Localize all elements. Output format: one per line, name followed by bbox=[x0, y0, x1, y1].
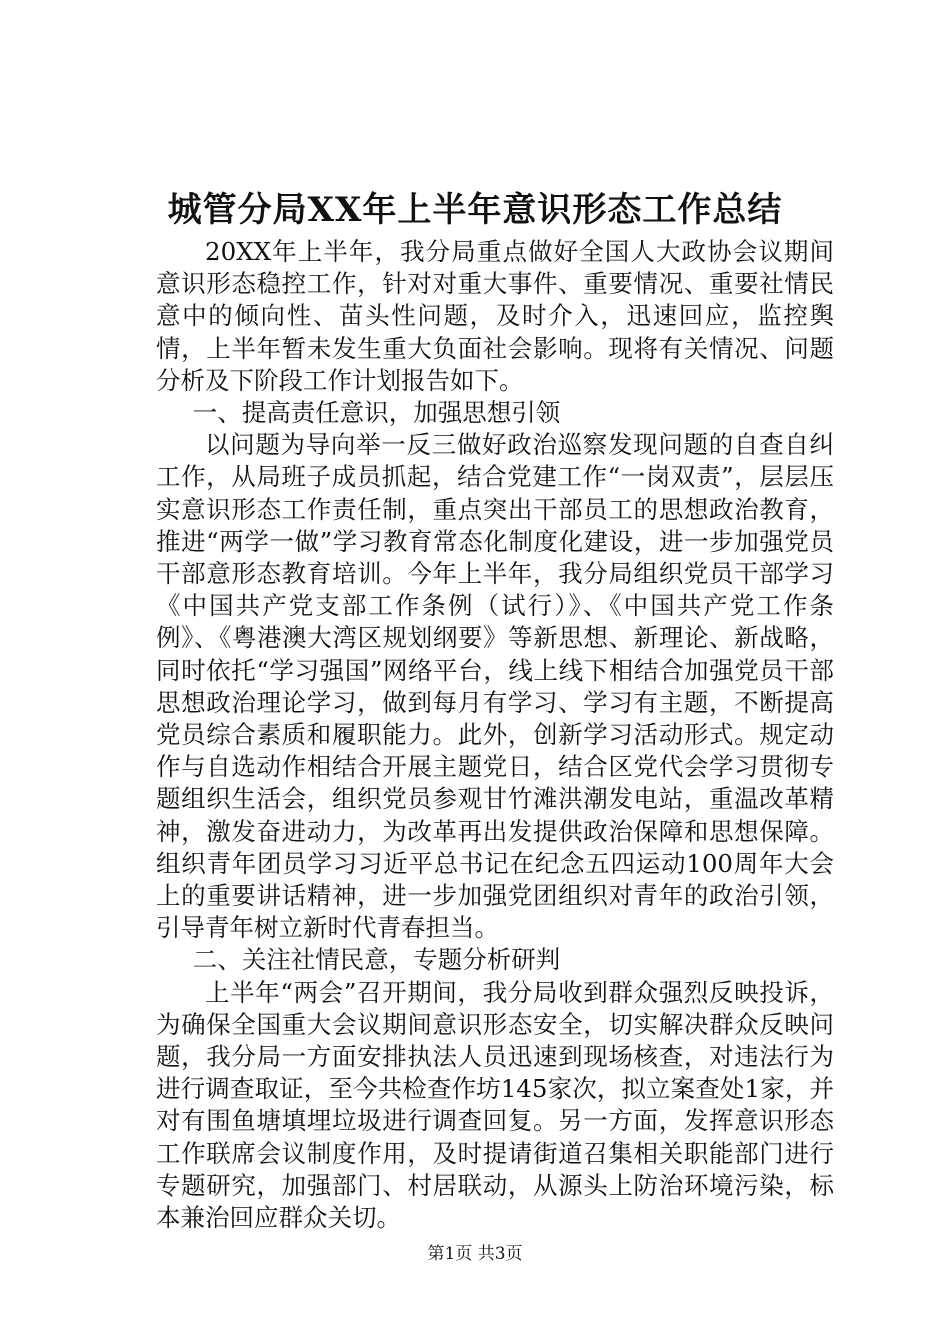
page-footer: 第1页 共3页 bbox=[427, 1244, 523, 1264]
section-1-paragraph: 以问题为导向举一反三做好政治巡察发现问题的自查自纠工作，从局班子成员抓起，结合党建工作“一岗双责”，层层压实意识形态工作责任制，重点突出干部员工的思想政治教育，推进“两学一做”学习教育常态化制度化建设，进一步加强党员干部意形态教育培训。今年上半年，我分局组织党员干部学习《中国共产党支部工作条例（试行）》、《中国共产党工作条例》、《粤港澳大湾区规划纲要》等新思想、新理论、新战略，同时依托“学习强国”网络平台，线上线下相结合加强党员干部思想政治理论学习，做到每月有学习、学习有主题，不断提高党员综合素质和履职能力。此外，创新学习活动形式。规定动作与自选动作相结合开展主题党日，结合区党代会学习贯彻专题组织生活会，组织党员参观甘竹滩洪潮发电站，重温改革精神，激发奋进动力，为改革再出发提供政治保障和思想保障。组织青年团员学习习近平总书记在纪念五四运动100周年大会上的重要讲话精神，进一步加强党团组织对青年的政治引领，引导青年树立新时代青春担当。 bbox=[156, 430, 834, 943]
document-body bbox=[156, 236, 834, 1234]
section-2-paragraph: 上半年“两会”召开期间，我分局收到群众强烈反映投诉，为确保全国重大会议期间意识形态安全，切实解决群众反映问题，我分局一方面安排执法人员迅速到现场核查，对违法行为进行调查取证，至今共检查作坊145家次，拟立案查处1家，并对有围鱼塘填埋垃圾进行调查回复。另一方面，发挥意识形态工作联席会议制度作用，及时提请街道召集相关职能部门进行专题研究，加强部门、村居联动，从源头上防治环境污染，标本兼治回应群众关切。 bbox=[156, 977, 834, 1233]
intro-paragraph: 20XX年上半年，我分局重点做好全国人大政协会议期间意识形态稳控工作，针对对重大事件、重要情况、重要社情民意中的倾向性、苗头性问题，及时介入，迅速回应，监控舆情，上半年暂未发生重大负面社会影响。现将有关情况、问题分析及下阶段工作计划报告如下。 bbox=[156, 237, 834, 395]
section-heading-1: 一、提高责任意识，加强思想引领 bbox=[192, 398, 561, 428]
document-title: 城管分局XX年上半年意识形态工作总结 bbox=[167, 190, 783, 230]
section-heading-2: 二、关注社情民意，专题分析研判 bbox=[192, 945, 561, 975]
